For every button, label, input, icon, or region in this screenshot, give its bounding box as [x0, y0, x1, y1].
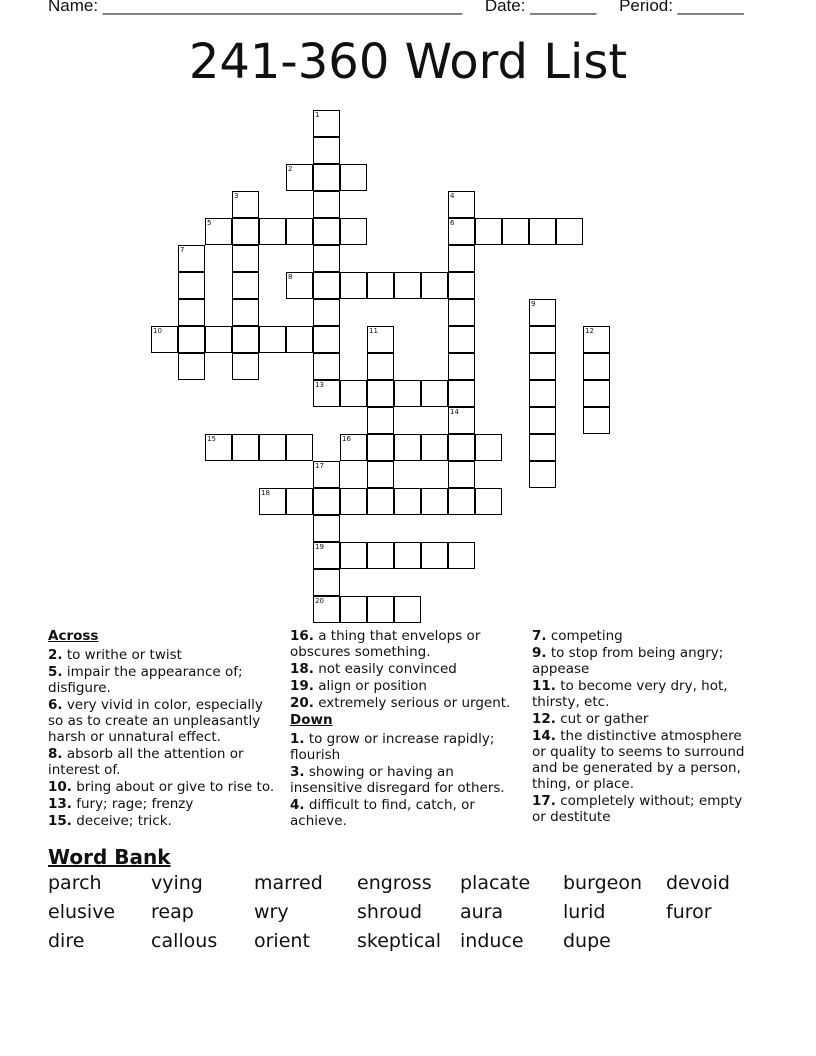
clue-text: showing or having an insensitive disregard for others. [290, 764, 505, 796]
grid-cell[interactable] [448, 272, 475, 299]
clue-text: difficult to find, catch, or achieve. [290, 797, 475, 829]
clue [48, 664, 280, 696]
grid-cell[interactable] [286, 164, 313, 191]
clue-number: 20 [315, 597, 324, 605]
clue-text: a thing that envelops or obscures something. [290, 628, 481, 660]
grid-cell[interactable] [394, 488, 421, 515]
grid-cell[interactable] [313, 380, 340, 407]
grid-cell[interactable] [475, 488, 502, 515]
grid-cell[interactable] [313, 218, 340, 245]
clue [290, 764, 522, 796]
clue-number: 18 [261, 489, 270, 497]
clue-number: 17 [315, 462, 324, 470]
grid-cell[interactable] [367, 407, 394, 434]
grid-cell[interactable] [529, 461, 556, 488]
clue-number: 19 [315, 543, 324, 551]
word-bank-word: callous [151, 930, 218, 952]
grid-cell[interactable] [448, 542, 475, 569]
word-bank-word: parch [48, 872, 102, 894]
clue [532, 678, 752, 710]
grid-cell[interactable] [313, 245, 340, 272]
grid-cell[interactable] [178, 326, 205, 353]
grid-cell[interactable] [340, 596, 367, 623]
grid-cell[interactable] [529, 218, 556, 245]
clue-text: the distinctive atmosphere or quality to seems to surround and be generated by a person, thing, or place. [532, 728, 745, 792]
page-title: 241-360 Word List [188, 34, 628, 90]
word-bank-word: aura [460, 901, 504, 923]
grid-cell[interactable] [394, 434, 421, 461]
word-bank-word: reap [151, 901, 194, 923]
grid-cell[interactable] [313, 596, 340, 623]
word-bank-word: engross [357, 872, 432, 894]
date-field[interactable]: Date: _______ [484, 0, 597, 15]
clue-number-label: 9. [532, 645, 547, 661]
grid-cell[interactable] [475, 434, 502, 461]
clue-number-label: 16. [290, 628, 314, 644]
word-bank-word: skeptical [357, 930, 442, 952]
clue-number-label: 12. [532, 711, 556, 727]
grid-cell[interactable] [367, 596, 394, 623]
clue [290, 731, 522, 763]
clue-text: very vivid in color, especially so as to create an unpleasantly harsh or unnatural effect. [48, 697, 263, 745]
grid-cell[interactable] [394, 380, 421, 407]
clue [48, 779, 280, 795]
clue [532, 793, 752, 825]
clue-number-label: 15. [48, 813, 72, 829]
clue-text: align or position [313, 678, 427, 694]
clue-text: to become very dry, hot, thirsty, etc. [532, 678, 728, 710]
clue-number-label: 19. [290, 678, 314, 694]
clue-number-label: 17. [532, 793, 556, 809]
grid-cell[interactable] [313, 272, 340, 299]
grid-cell[interactable] [259, 434, 286, 461]
down-heading: Down [290, 712, 333, 728]
clue [532, 645, 752, 677]
grid-cell[interactable] [286, 272, 313, 299]
grid-cell[interactable] [232, 272, 259, 299]
clue-number: 9 [531, 300, 536, 308]
grid-cell[interactable] [313, 353, 340, 380]
grid-cell[interactable] [313, 137, 340, 164]
clue-text: impair the appearance of; disfigure. [48, 664, 243, 696]
grid-cell[interactable] [232, 191, 259, 218]
clue-number-label: 20. [290, 695, 314, 711]
clue [532, 628, 752, 644]
grid-cell[interactable] [286, 434, 313, 461]
grid-cell[interactable] [313, 164, 340, 191]
clue-number: 2 [288, 165, 293, 173]
clue-text: bring about or give to rise to. [71, 779, 275, 795]
grid-cell[interactable] [367, 461, 394, 488]
clue-text: to writhe or twist [62, 647, 182, 663]
clue [290, 678, 522, 694]
clue-text: competing [546, 628, 623, 644]
grid-cell[interactable] [286, 218, 313, 245]
clue-number-label: 1. [290, 731, 305, 747]
name-field[interactable]: Name: ______________________________________ [48, 0, 463, 15]
clue-number-label: 4. [290, 797, 305, 813]
clue-number: 14 [450, 408, 459, 416]
grid-cell[interactable] [313, 110, 340, 137]
clue-text: to grow or increase rapidly; flourish [290, 731, 495, 763]
clue-text: to stop from being angry; appease [532, 645, 724, 677]
word-bank-word: induce [460, 930, 524, 952]
grid-cell[interactable] [340, 434, 367, 461]
grid-cell[interactable] [259, 488, 286, 515]
grid-cell[interactable] [151, 326, 178, 353]
grid-cell[interactable] [367, 542, 394, 569]
clue-text: extremely serious or urgent. [313, 695, 511, 711]
word-bank-word: dire [48, 930, 85, 952]
grid-cell[interactable] [556, 218, 583, 245]
grid-cell[interactable] [313, 299, 340, 326]
word-bank-word: furor [666, 901, 712, 923]
word-bank-word: wry [254, 901, 289, 923]
clue [48, 796, 280, 812]
grid-cell[interactable] [313, 488, 340, 515]
clue-number-label: 7. [532, 628, 547, 644]
clue-number: 6 [450, 219, 455, 227]
grid-cell[interactable] [529, 299, 556, 326]
grid-cell[interactable] [448, 380, 475, 407]
clue-number: 10 [153, 327, 162, 335]
grid-cell[interactable] [313, 326, 340, 353]
grid-cell[interactable] [448, 488, 475, 515]
grid-cell[interactable] [448, 326, 475, 353]
clue-number-label: 5. [48, 664, 63, 680]
grid-cell[interactable] [448, 218, 475, 245]
clue-number-label: 3. [290, 764, 305, 780]
clue-number: 1 [315, 111, 320, 119]
grid-cell[interactable] [313, 569, 340, 596]
grid-cell[interactable] [448, 191, 475, 218]
grid-cell[interactable] [313, 461, 340, 488]
across-heading: Across [48, 628, 99, 644]
grid-cell[interactable] [367, 353, 394, 380]
grid-cell[interactable] [205, 434, 232, 461]
clues-column-1 [48, 628, 280, 830]
grid-cell[interactable] [394, 542, 421, 569]
grid-cell[interactable] [475, 218, 502, 245]
clue [290, 695, 522, 711]
grid-cell[interactable] [313, 515, 340, 542]
grid-cell[interactable] [529, 434, 556, 461]
grid-cell[interactable] [583, 407, 610, 434]
clues-column-3 [532, 628, 752, 826]
clue [290, 797, 522, 829]
period-field[interactable]: Period: _______ [619, 0, 744, 15]
clues-column-2 [290, 628, 522, 830]
clue-number-label: 13. [48, 796, 72, 812]
grid-cell[interactable] [367, 380, 394, 407]
grid-cell[interactable] [367, 272, 394, 299]
grid-cell[interactable] [178, 272, 205, 299]
clue-text: cut or gather [555, 711, 649, 727]
grid-cell[interactable] [448, 353, 475, 380]
word-bank-word: vying [151, 872, 203, 894]
clue-number-label: 14. [532, 728, 556, 744]
grid-cell[interactable] [448, 245, 475, 272]
clue [532, 711, 752, 727]
grid-cell[interactable] [178, 245, 205, 272]
grid-cell[interactable] [583, 326, 610, 353]
grid-cell[interactable] [178, 353, 205, 380]
word-bank-word: dupe [563, 930, 611, 952]
grid-cell[interactable] [367, 488, 394, 515]
clue [48, 813, 280, 829]
word-bank-word: lurid [563, 901, 606, 923]
grid-cell[interactable] [529, 326, 556, 353]
grid-cell[interactable] [448, 407, 475, 434]
clue-number-label: 18. [290, 661, 314, 677]
clue-number: 8 [288, 273, 293, 281]
word-bank-word: burgeon [563, 872, 642, 894]
grid-cell[interactable] [421, 542, 448, 569]
grid-cell[interactable] [529, 407, 556, 434]
grid-cell[interactable] [367, 434, 394, 461]
clue-text: absorb all the attention or interest of. [48, 746, 244, 778]
grid-cell[interactable] [313, 542, 340, 569]
grid-cell[interactable] [340, 542, 367, 569]
clue-number: 13 [315, 381, 324, 389]
clue-number: 3 [234, 192, 239, 200]
clue-number-label: 8. [48, 746, 63, 762]
grid-cell[interactable] [340, 218, 367, 245]
clue-text: deceive; trick. [71, 813, 172, 829]
grid-cell[interactable] [286, 326, 313, 353]
clue-text: completely without; empty or destitute [532, 793, 743, 825]
grid-cell[interactable] [232, 245, 259, 272]
grid-cell[interactable] [340, 272, 367, 299]
grid-cell[interactable] [340, 488, 367, 515]
clue [48, 697, 280, 745]
clue [48, 647, 280, 663]
grid-cell[interactable] [529, 353, 556, 380]
word-bank-title: Word Bank [48, 845, 171, 869]
word-bank-word: marred [254, 872, 323, 894]
grid-cell[interactable] [421, 380, 448, 407]
word-bank-word: shroud [357, 901, 423, 923]
grid-cell[interactable] [313, 191, 340, 218]
grid-cell[interactable] [421, 272, 448, 299]
grid-cell[interactable] [583, 353, 610, 380]
clue-number-label: 10. [48, 779, 72, 795]
clue-number-label: 6. [48, 697, 63, 713]
grid-cell[interactable] [529, 380, 556, 407]
clue-number: 5 [207, 219, 212, 227]
clue [48, 746, 280, 778]
clue-number: 16 [342, 435, 351, 443]
grid-cell[interactable] [232, 353, 259, 380]
word-bank-word: elusive [48, 901, 116, 923]
grid-cell[interactable] [448, 461, 475, 488]
clue [290, 661, 522, 677]
clue-number-label: 11. [532, 678, 556, 694]
clue [290, 628, 522, 660]
grid-cell[interactable] [286, 488, 313, 515]
grid-cell[interactable] [394, 272, 421, 299]
grid-cell[interactable] [178, 299, 205, 326]
word-bank [48, 872, 769, 953]
word-bank-word: placate [460, 872, 531, 894]
grid-cell[interactable] [394, 596, 421, 623]
grid-cell[interactable] [421, 434, 448, 461]
grid-cell[interactable] [367, 326, 394, 353]
grid-cell[interactable] [448, 299, 475, 326]
clue [532, 728, 752, 792]
clue-number: 4 [450, 192, 455, 200]
grid-cell[interactable] [232, 218, 259, 245]
clue-text: not easily convinced [313, 661, 457, 677]
grid-cell[interactable] [340, 164, 367, 191]
grid-cell[interactable] [205, 218, 232, 245]
word-bank-word: devoid [666, 872, 730, 894]
grid-cell[interactable] [502, 218, 529, 245]
clue-text: fury; rage; frenzy [71, 796, 194, 812]
clue-number: 11 [369, 327, 378, 335]
grid-cell[interactable] [232, 434, 259, 461]
grid-cell[interactable] [259, 218, 286, 245]
clue-number: 12 [585, 327, 594, 335]
grid-cell[interactable] [232, 326, 259, 353]
grid-cell[interactable] [205, 326, 232, 353]
grid-cell[interactable] [340, 380, 367, 407]
grid-cell[interactable] [232, 299, 259, 326]
grid-cell[interactable] [259, 326, 286, 353]
word-bank-word: orient [254, 930, 310, 952]
clue-number: 7 [180, 246, 185, 254]
clue-number-label: 2. [48, 647, 63, 663]
grid-cell[interactable] [448, 434, 475, 461]
grid-cell[interactable] [583, 380, 610, 407]
grid-cell[interactable] [421, 488, 448, 515]
clue-number: 15 [207, 435, 216, 443]
